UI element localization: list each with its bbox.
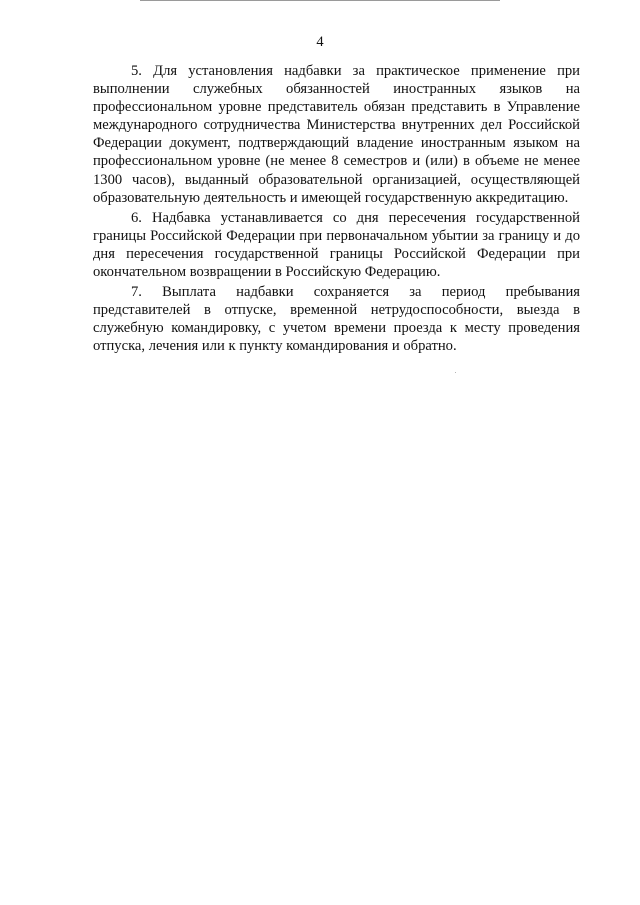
scan-edge-line: [140, 0, 500, 1]
paragraph-7: 7. Выплата надбавки сохраняется за период пребывания представителей в отпуске, временной нетрудоспособности, выезда в служебную командировку, с учетом времени проезда к месту проведения отпуска, лечения или к пункту командирования и обратно.: [93, 284, 580, 355]
scan-speck: [455, 372, 456, 373]
paragraph-5: 5. Для установления надбавки за практическое применение при выполнении служебных обязанностей иностранных языков на профессиональном уровне представитель обязан представить в Управление международного сотрудничества Министерства внутренних дел Российской Федерации документ, подтверждающий владение иностранным языком на профессиональном уровне (не менее 8 семестров и (или) в объеме не менее 1300 часов), выданный образовательной организацией, осуществляющей образовательную деятельность и имеющей государственную аккредитацию.: [93, 63, 580, 206]
paragraph-6: 6. Надбавка устанавливается со дня пересечения государственной границы Российской Федерации при первоначальном убытии за границу и до дня пересечения государственной границы Российской Федерации при окончательном возвращении в Российскую Федерацию.: [93, 209, 580, 281]
document-body: [93, 62, 580, 358]
page-number: 4: [316, 34, 324, 50]
